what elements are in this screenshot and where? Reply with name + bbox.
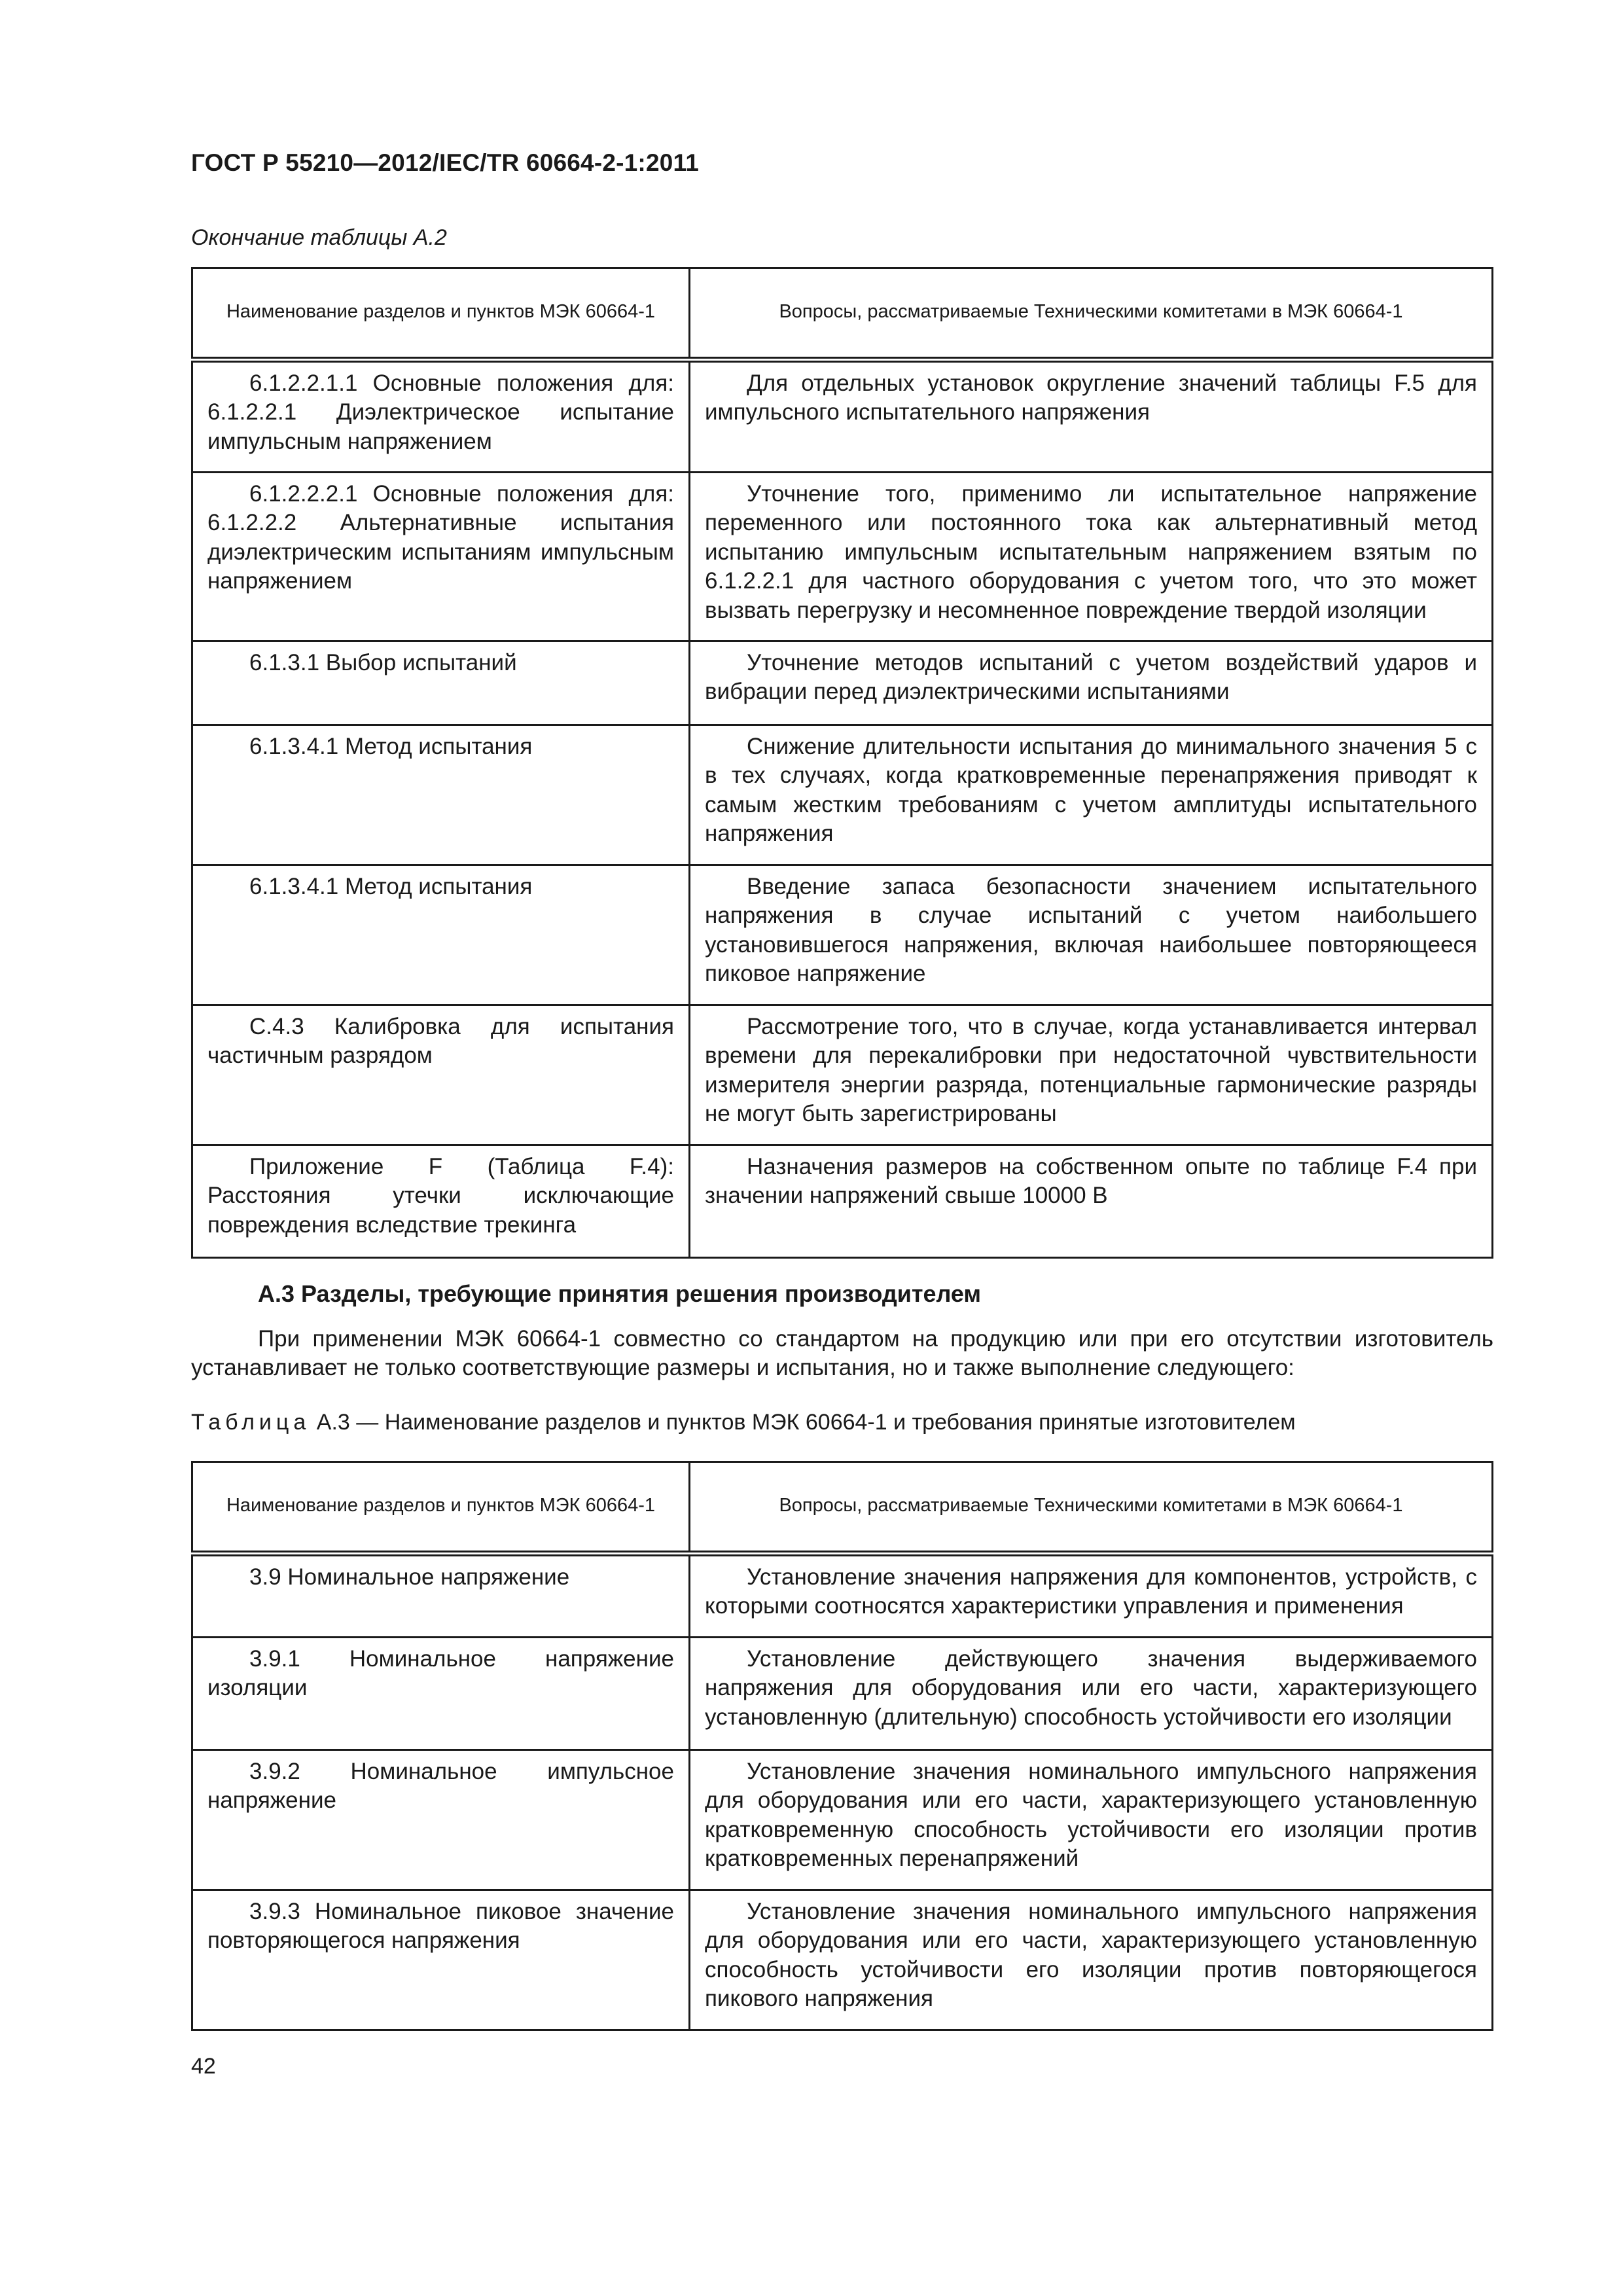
table-row [192,1638,1493,1750]
table2-caption [191,1410,1296,1435]
table-cell-question: Установление значения номинального импульсного напряжения для оборудования или его части, характеризующего установленную кратковременную способность устойчивости его изоляции против кратковременных перенапряжений [690,1750,1493,1890]
section-paragraph: При применении МЭК 60664-1 совместно со стандартом на продукцию или при его отсутствии изготовитель устанавливает не только соответствующие размеры и испытания, но и также выполнение следующего: [191,1326,1493,1381]
page-number: 42 [191,2054,216,2079]
table-row [192,473,1493,641]
table-cell-question: Уточнение того, применимо ли испытательное напряжение переменного или постоянного тока как альтернативный метод испытанию импульсным испытательным напряжением взятым по 6.1.2.2.1 для частного оборудования с учетом того, что это может вызвать перегрузку и несомненное повреждение твердой изоляции [690,473,1493,641]
table-cell-question: Снижение длительности испытания до минимального значения 5 с в тех случаях, когда кратковременные перенапряжения приводят к самым жестким требованиям с учетом амплитуды испытательного напряжения [690,725,1493,865]
table-row [192,725,1493,865]
table-cell-section: Приложение F (Таблица F.4): Расстояния утечки исключающие повреждения вследствие трекинга [192,1145,690,1258]
table-cell-section: 6.1.3.1 Выбор испытаний [192,641,690,725]
table-cell-section: 3.9.1 Номинальное напряжение изоляции [192,1638,690,1750]
table-cell-section: С.4.3 Калибровка для испытания частичным разрядом [192,1005,690,1145]
table-row [192,865,1493,1005]
column-header-questions: Вопросы, рассматриваемые Техническими комитетами в МЭК 60664-1 [690,1462,1493,1554]
table-cell-question: Установление действующего значения выдерживаемого напряжения для оборудования или его части, характеризующего установленную (длительную) способность устойчивости его изоляции [690,1638,1493,1750]
table-row [192,360,1493,473]
table-cell-question: Установление значения номинального импульсного напряжения для оборудования или его части, характеризующего установленную способность устойчивости его изоляции против повторяющегося пикового напряжения [690,1890,1493,2030]
table-cell-question: Рассмотрение того, что в случае, когда устанавливается интервал времени для перекалибровки при недостаточной чувствительности измерителя энергии разряда, потенциальные гармонические разряды не могут быть зарегистрированы [690,1005,1493,1145]
table1-caption: Окончание таблицы А.2 [191,225,447,250]
table-cell-section: 6.1.2.2.1.1 Основные положения для: 6.1.2.2.1 Диэлектрическое испытание импульсным напряжением [192,360,690,473]
table-a3 [191,1461,1493,2031]
section-title: А.3 Разделы, требующие принятия решения производителем [258,1280,982,1307]
table-cell-question: Для отдельных установок округление значений таблицы F.5 для импульсного испытательного напряжения [690,360,1493,473]
table-cell-section: 6.1.3.4.1 Метод испытания [192,865,690,1005]
table-cell-section: 6.1.2.2.2.1 Основные положения для: 6.1.2.2.2 Альтернативные испытания диэлектрическим испытаниям импульсным напряжением [192,473,690,641]
table-cell-question: Введение запаса безопасности значением испытательного напряжения в случае испытаний с учетом наибольшего установившегося напряжения, включая наибольшее повторяющееся пиковое напряжение [690,865,1493,1005]
table-cell-section: 6.1.3.4.1 Метод испытания [192,725,690,865]
table-row [192,641,1493,725]
table-cell-section: 3.9.3 Номинальное пиковое значение повторяющегося напряжения [192,1890,690,2030]
table-cell-question: Установление значения напряжения для компонентов, устройств, с которыми соотносятся характеристики управления и применения [690,1554,1493,1638]
table-cell-section: 3.9 Номинальное напряжение [192,1554,690,1638]
table-row [192,1890,1493,2030]
table-a2-end [191,267,1493,1259]
table-row [192,1005,1493,1145]
table2-caption-label: Таблица [191,1410,311,1435]
table-row [192,1145,1493,1258]
table-header-row [192,268,1493,360]
column-header-questions: Вопросы, рассматриваемые Техническими комитетами в МЭК 60664-1 [690,268,1493,360]
table2-caption-text: А.3 — Наименование разделов и пунктов МЭК 60664-1 и требования принятые изготовителем [316,1410,1296,1435]
table-cell-question: Уточнение методов испытаний с учетом воздействий ударов и вибрации перед диэлектрическими испытаниями [690,641,1493,725]
table-row [192,1750,1493,1890]
column-header-sections: Наименование разделов и пунктов МЭК 60664-1 [192,1462,690,1554]
document-header: ГОСТ Р 55210—2012/IEC/TR 60664-2-1:2011 [191,149,700,176]
table-header-row [192,1462,1493,1554]
table-cell-section: 3.9.2 Номинальное импульсное напряжение [192,1750,690,1890]
column-header-sections: Наименование разделов и пунктов МЭК 60664-1 [192,268,690,360]
table-row [192,1554,1493,1638]
table-cell-question: Назначения размеров на собственном опыте по таблице F.4 при значении напряжений свыше 10000 В [690,1145,1493,1258]
